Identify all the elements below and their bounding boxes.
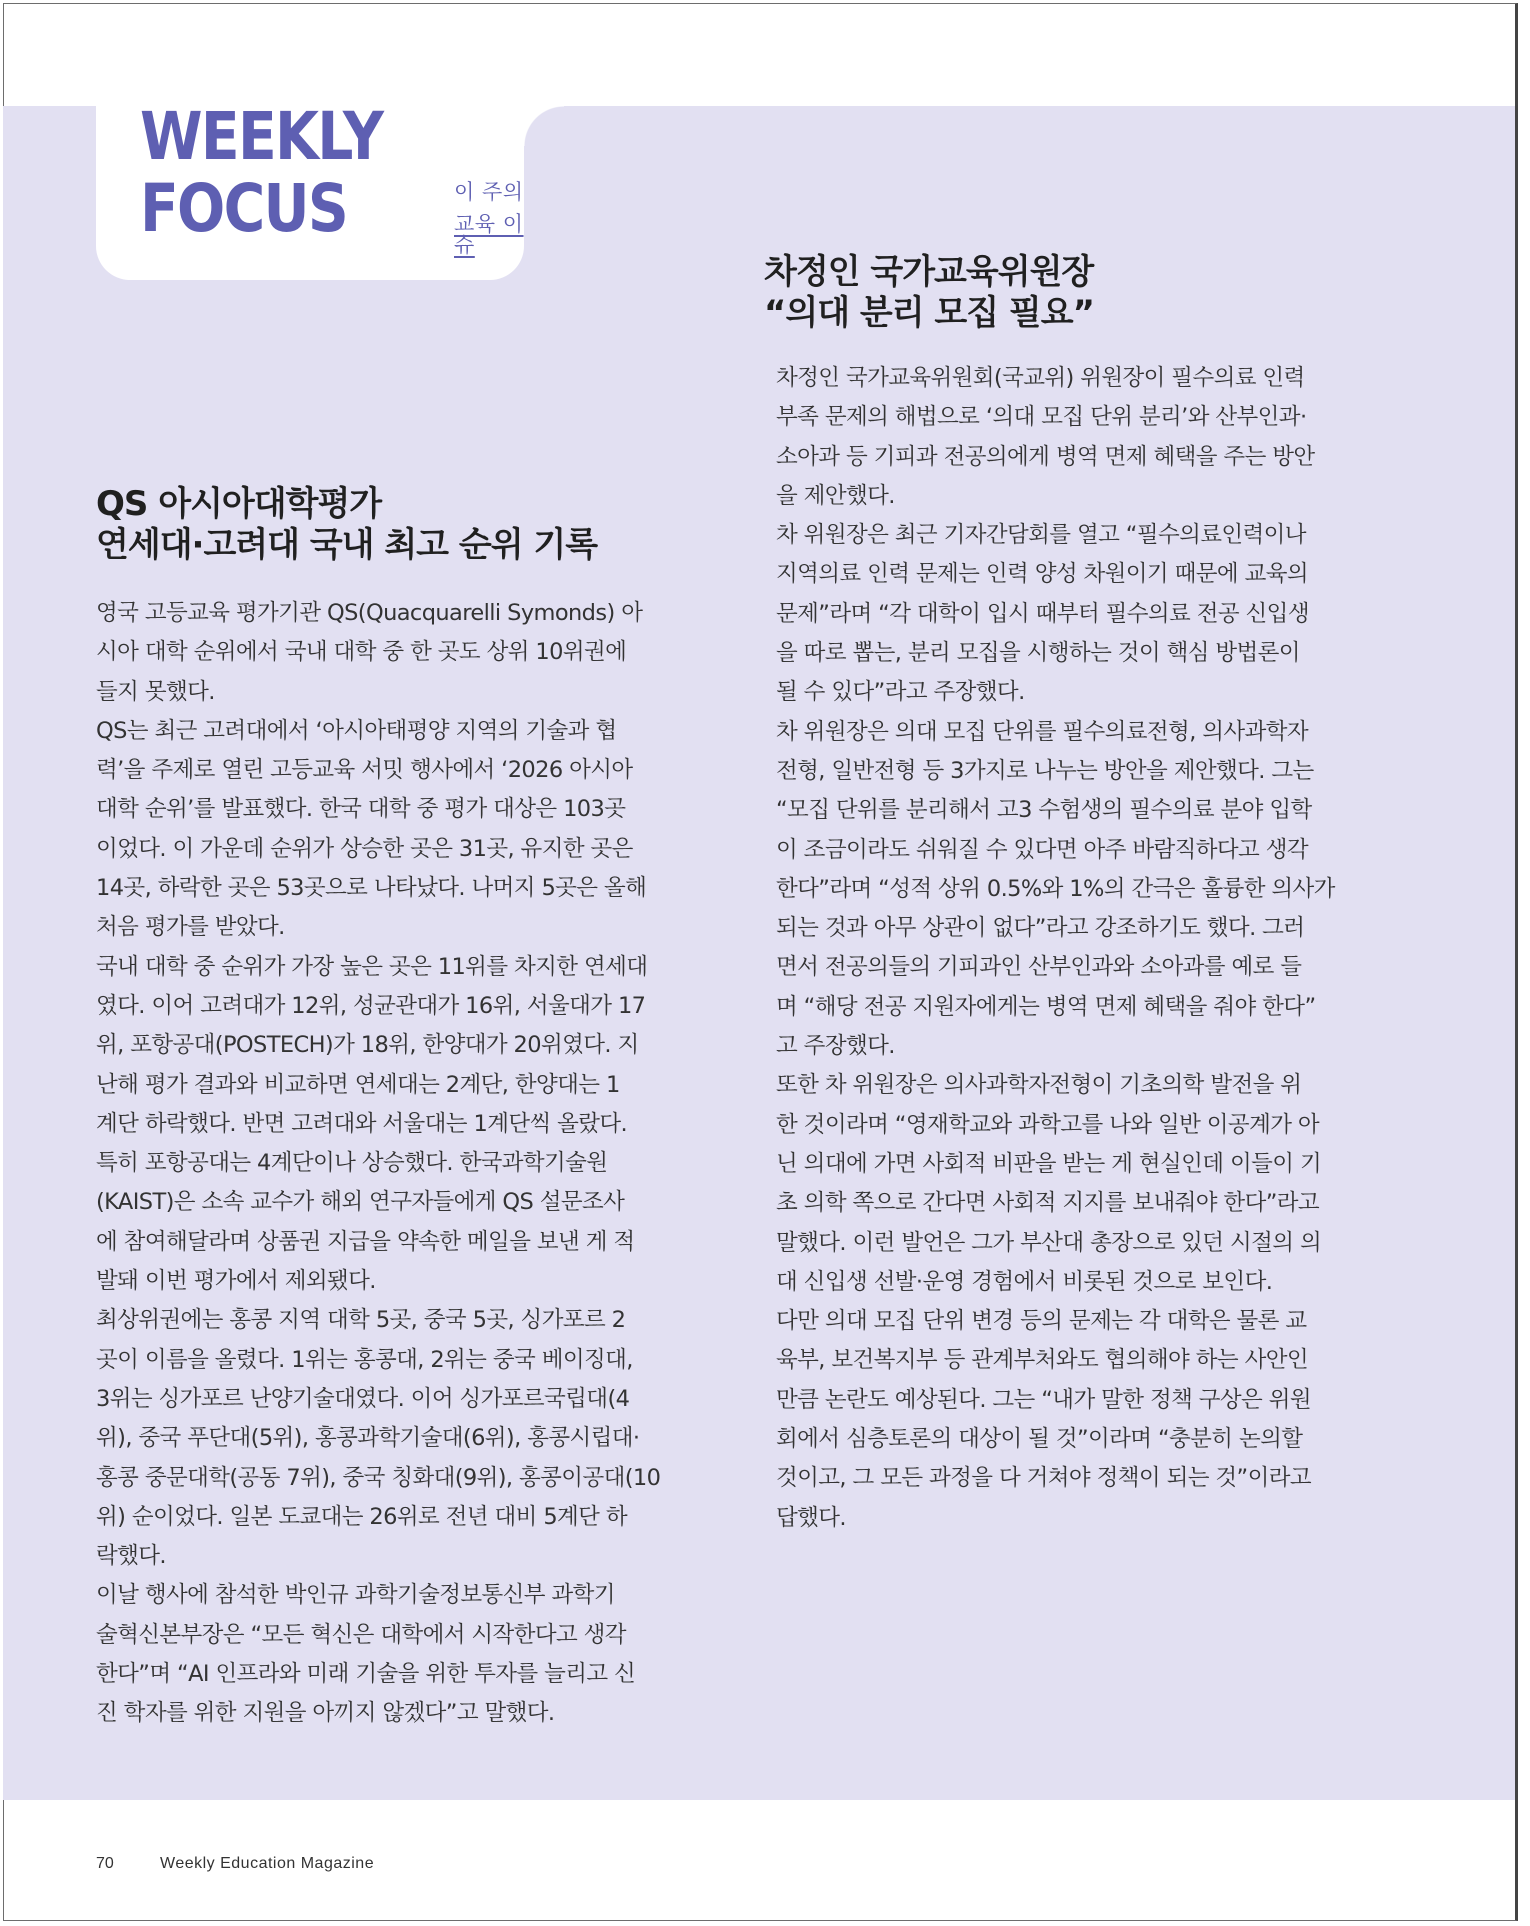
body-line: 전형, 일반전형 등 3가지로 나누는 방안을 제안했다. 그는 xyxy=(776,757,1314,784)
body-line: 술혁신본부장은 “모든 혁신은 대학에서 시작한다고 생각 xyxy=(96,1621,626,1648)
body-line: 였다. 이어 고려대가 12위, 성균관대가 16위, 서울대가 17 xyxy=(96,992,646,1019)
body-line: 에 참여해달라며 상품권 지급을 약속한 메일을 보낸 게 적 xyxy=(96,1228,635,1255)
body-line: 되는 것과 아무 상관이 없다”라고 강조하기도 했다. 그러 xyxy=(776,915,1305,942)
body-line: 이었다. 이 가운데 순위가 상승한 곳은 31곳, 유지한 곳은 xyxy=(96,835,633,862)
body-line: 될 수 있다”라고 주장했다. xyxy=(776,679,1025,706)
body-line: 위) 순이었다. 일본 도쿄대는 26위로 전년 대비 5계단 하 xyxy=(96,1503,627,1530)
focus-wordmark: FOCUS xyxy=(140,170,348,247)
section-subtitle-line2: 교육 이슈 xyxy=(454,212,524,257)
body-line: 소아과 등 기피과 전공의에게 병역 면제 혜택을 주는 방안 xyxy=(776,443,1315,470)
body-line: 며 “해당 전공 지원자에게는 병역 면제 혜택을 줘야 한다” xyxy=(776,993,1316,1020)
body-line: 발돼 이번 평가에서 제외됐다. xyxy=(96,1268,376,1295)
body-line: 다만 의대 모집 단위 변경 등의 문제는 각 대학은 물론 교 xyxy=(776,1308,1307,1335)
left-article-body xyxy=(96,594,660,1734)
body-line: 말했다. 이런 발언은 그가 부산대 총장으로 있던 시절의 의 xyxy=(776,1229,1322,1256)
body-line: 한 것이라며 “영재학교와 과학고를 나와 일반 이공계가 아 xyxy=(776,1111,1320,1138)
body-line: 이날 행사에 참석한 박인규 과학기술정보통신부 과학기 xyxy=(96,1582,615,1609)
body-line: 홍콩 중문대학(공동 7위), 중국 칭화대(9위), 홍콩이공대(10 xyxy=(96,1464,661,1491)
body-line: 또한 차 위원장은 의사과학자전형이 기초의학 발전을 위 xyxy=(776,1072,1302,1099)
left-title-line: 연세대·고려대 국내 최고 순위 기록 xyxy=(96,525,598,565)
body-line: 국내 대학 중 순위가 가장 높은 곳은 11위를 차지한 연세대 xyxy=(96,953,648,980)
body-line: 위, 포항공대(POSTECH)가 18위, 한양대가 20위였다. 지 xyxy=(96,1032,639,1059)
body-line: 한다”라며 “성적 상위 0.5%와 1%의 간극은 훌륭한 의사가 xyxy=(776,875,1335,902)
body-line: 락했다. xyxy=(96,1543,166,1570)
weekly-wordmark: WEEKLY xyxy=(140,98,383,175)
body-line: 초 의학 쪽으로 간다면 사회적 지지를 보내줘야 한다”라고 xyxy=(776,1190,1320,1217)
body-line: 만큼 논란도 예상된다. 그는 “내가 말한 정책 구상은 위원 xyxy=(776,1386,1311,1413)
body-line: 14곳, 하락한 곳은 53곳으로 나타났다. 나머지 5곳은 올해 xyxy=(96,875,647,902)
body-line: 것이고, 그 모든 과정을 다 거쳐야 정책이 되는 것”이라고 xyxy=(776,1465,1311,1492)
body-line: 난해 평가 결과와 비교하면 연세대는 2계단, 한양대는 1 xyxy=(96,1071,620,1098)
body-line: 력’을 주제로 열린 고등교육 서밋 행사에서 ‘2026 아시아 xyxy=(96,757,633,784)
left-article-title xyxy=(96,484,597,566)
body-line: QS는 최근 고려대에서 ‘아시아태평양 지역의 기술과 협 xyxy=(96,717,617,744)
body-line: 3위는 싱가포르 난양기술대였다. 이어 싱가포르국립대(4 xyxy=(96,1385,630,1412)
body-line: 곳이 이름을 올렸다. 1위는 홍콩대, 2위는 중국 베이징대, xyxy=(96,1346,633,1373)
page-number: 70 xyxy=(96,1855,114,1872)
body-line: 부족 문제의 해법으로 ‘의대 모집 단위 분리’와 산부인과· xyxy=(776,404,1307,431)
body-line: 지역의료 인력 문제는 인력 양성 차원이기 때문에 교육의 xyxy=(776,561,1308,588)
body-line: 닌 의대에 가면 사회적 비판을 받는 게 현실인데 이들이 기 xyxy=(776,1150,1322,1177)
body-line: 진 학자를 위한 지원을 아끼지 않겠다”고 말했다. xyxy=(96,1700,555,1727)
body-line: 계단 하락했다. 반면 고려대와 서울대는 1계단씩 올랐다. xyxy=(96,1110,628,1137)
body-line: 차정인 국가교육위원회(국교위) 위원장이 필수의료 인력 xyxy=(776,365,1305,391)
body-line: 시아 대학 순위에서 국내 대학 중 한 곳도 상위 10위권에 xyxy=(96,639,627,666)
body-line: 면서 전공의들의 기피과인 산부인과와 소아과를 예로 들 xyxy=(776,954,1302,981)
body-line: 특히 포항공대는 4계단이나 상승했다. 한국과학기술원 xyxy=(96,1150,608,1177)
body-line: 영국 고등교육 평가기관 QS(Quacquarelli Symonds) 아 xyxy=(96,600,643,626)
body-line: 최상위권에는 홍콩 지역 대학 5곳, 중국 5곳, 싱가포르 2 xyxy=(96,1307,626,1334)
body-line: 문제”라며 “각 대학이 입시 때부터 필수의료 전공 신입생 xyxy=(776,600,1309,627)
body-line: 을 제안했다. xyxy=(776,482,895,509)
body-line: 위), 중국 푸단대(5위), 홍콩과학기술대(6위), 홍콩시립대· xyxy=(96,1425,640,1452)
body-line: 대 신입생 선발·운영 경험에서 비롯된 것으로 보인다. xyxy=(776,1268,1273,1295)
body-line: (KAIST)은 소속 교수가 해외 연구자들에게 QS 설문조사 xyxy=(96,1189,625,1216)
right-article-title xyxy=(764,252,1094,334)
section-label-card xyxy=(96,98,524,280)
section-subtitle-line1: 이 주의 xyxy=(454,180,524,204)
left-title-line: QS 아시아대학평가 xyxy=(96,484,382,524)
body-line: 회에서 심층토론의 대상이 될 것”이라며 “충분히 논의할 xyxy=(776,1426,1303,1453)
body-line: 한다”며 “AI 인프라와 미래 기술을 위한 투자를 늘리고 신 xyxy=(96,1661,636,1688)
body-line: 답했다. xyxy=(776,1504,846,1531)
body-line: “모집 단위를 분리해서 고3 수험생의 필수의료 분야 입학 xyxy=(776,797,1312,824)
body-line: 이 조금이라도 쉬워질 수 있다면 아주 바람직하다고 생각 xyxy=(776,836,1308,863)
body-line: 을 따로 뽑는, 분리 모집을 시행하는 것이 핵심 방법론이 xyxy=(776,640,1300,667)
body-line: 들지 못했다. xyxy=(96,678,215,705)
body-line: 고 주장했다. xyxy=(776,1033,895,1060)
body-line: 처음 평가를 받았다. xyxy=(96,914,285,941)
body-line: 차 위원장은 최근 기자간담회를 열고 “필수의료인력이나 xyxy=(776,522,1306,549)
body-line: 육부, 보건복지부 등 관계부처와도 협의해야 하는 사안인 xyxy=(776,1347,1308,1374)
body-line: 차 위원장은 의대 모집 단위를 필수의료전형, 의사과학자 xyxy=(776,718,1308,745)
magazine-name: Weekly Education Magazine xyxy=(160,1855,375,1872)
body-line: 대학 순위’를 발표했다. 한국 대학 중 평가 대상은 103곳 xyxy=(96,796,626,823)
right-title-line: 차정인 국가교육위원장 xyxy=(764,252,1094,292)
right-title-line: “의대 분리 모집 필요” xyxy=(764,293,1094,333)
right-article-body xyxy=(776,359,1335,1538)
